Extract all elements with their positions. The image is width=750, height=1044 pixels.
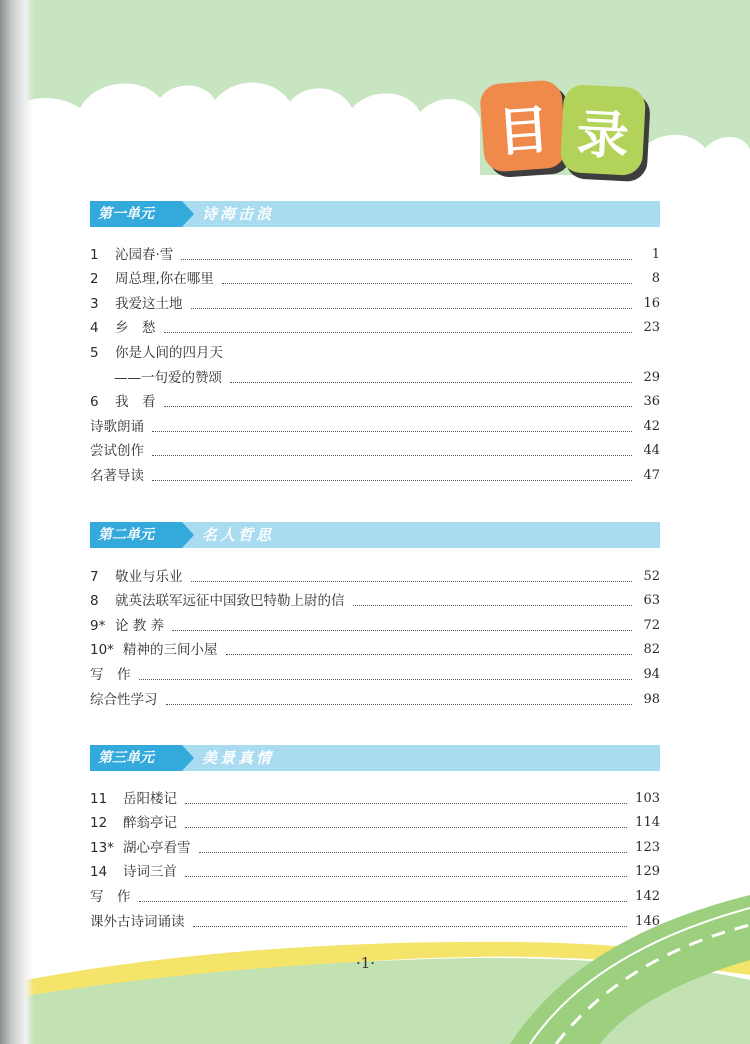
toc-entry[interactable]: 2 周总理,你在哪里 8	[90, 271, 660, 288]
dot-leader	[222, 283, 632, 284]
dot-leader	[199, 852, 628, 853]
toc-entry[interactable]: 名著导读 47	[90, 467, 660, 484]
dot-leader	[152, 480, 632, 481]
dot-leader	[185, 827, 627, 828]
toc-entry[interactable]: 10* 精神的三间小屋 82	[90, 642, 660, 659]
toc-entry[interactable]: 综合性学习 98	[90, 691, 660, 708]
unit-2-label: 第二单元	[90, 522, 182, 548]
toc-entry[interactable]: 9* 论 教 养 72	[90, 617, 660, 634]
dot-leader	[166, 704, 633, 705]
toc-entry[interactable]: 14 诗词三首 129	[90, 864, 660, 881]
dot-leader	[139, 901, 628, 902]
toc-entry[interactable]: 5 你是人间的四月天	[90, 344, 223, 361]
chevron-right-icon	[182, 201, 194, 227]
toc-entry[interactable]: 6 我 看 36	[90, 394, 660, 411]
chevron-right-icon	[182, 745, 194, 771]
unit-1	[90, 201, 660, 485]
unit-1-header	[90, 201, 660, 227]
unit-3	[90, 745, 660, 931]
toc-entry[interactable]: 1 沁园春·雪 1	[90, 246, 660, 263]
dot-leader	[164, 406, 633, 407]
dot-leader	[193, 926, 628, 927]
toc-entry[interactable]: 诗歌朗诵 42	[90, 418, 660, 435]
chevron-right-icon	[182, 522, 194, 548]
toc-entry[interactable]: 7 敬业与乐业 52	[90, 568, 660, 585]
toc-entry-continued[interactable]: ——一句爱的赞颂 29	[114, 369, 660, 386]
toc-entry[interactable]: 13* 湖心亭看雪 123	[90, 839, 660, 856]
dot-leader	[181, 259, 632, 260]
dot-leader	[139, 679, 633, 680]
unit-2-list	[90, 561, 660, 709]
dot-leader	[172, 630, 632, 631]
title-tile-lu: 录	[560, 84, 646, 176]
contents-title	[480, 78, 660, 178]
dot-leader	[191, 581, 633, 582]
dot-leader	[353, 605, 633, 606]
dot-leader	[152, 431, 632, 432]
unit-1-title: 诗海击浪	[202, 205, 275, 223]
toc-entry[interactable]: 写 作 142	[90, 888, 660, 905]
unit-2-header	[90, 522, 660, 548]
dot-leader	[185, 876, 627, 877]
toc-entry[interactable]: 3 我爱这土地 16	[90, 295, 660, 312]
toc-entry[interactable]: 12 醉翁亭记 114	[90, 815, 660, 832]
unit-3-list	[90, 783, 660, 931]
dot-leader	[164, 332, 633, 333]
toc-entry[interactable]: 11 岳阳楼记 103	[90, 790, 660, 807]
unit-2-title: 名人哲思	[202, 526, 275, 544]
toc-entry[interactable]: 写 作 94	[90, 666, 660, 683]
dot-leader	[191, 308, 633, 309]
dot-leader	[230, 382, 632, 383]
dot-leader	[226, 654, 633, 655]
unit-1-label: 第一单元	[90, 201, 182, 227]
unit-2	[90, 522, 660, 709]
toc-entry[interactable]: 4 乡 愁 23	[90, 320, 660, 337]
toc-entry[interactable]: 尝试创作 44	[90, 443, 660, 460]
book-spine-shadow	[0, 0, 34, 1044]
title-tile-mu: 目	[479, 79, 567, 173]
toc-entry[interactable]: 8 就英法联军远征中国致巴特勒上尉的信 63	[90, 593, 660, 610]
toc-entry[interactable]: 课外古诗词诵读 146	[90, 913, 660, 930]
unit-3-header	[90, 745, 660, 771]
page-number: ·1·	[356, 954, 376, 972]
unit-3-title: 美景真情	[202, 749, 275, 767]
unit-3-label: 第三单元	[90, 745, 182, 771]
dot-leader	[185, 803, 627, 804]
unit-1-list	[90, 239, 660, 485]
dot-leader	[152, 455, 632, 456]
